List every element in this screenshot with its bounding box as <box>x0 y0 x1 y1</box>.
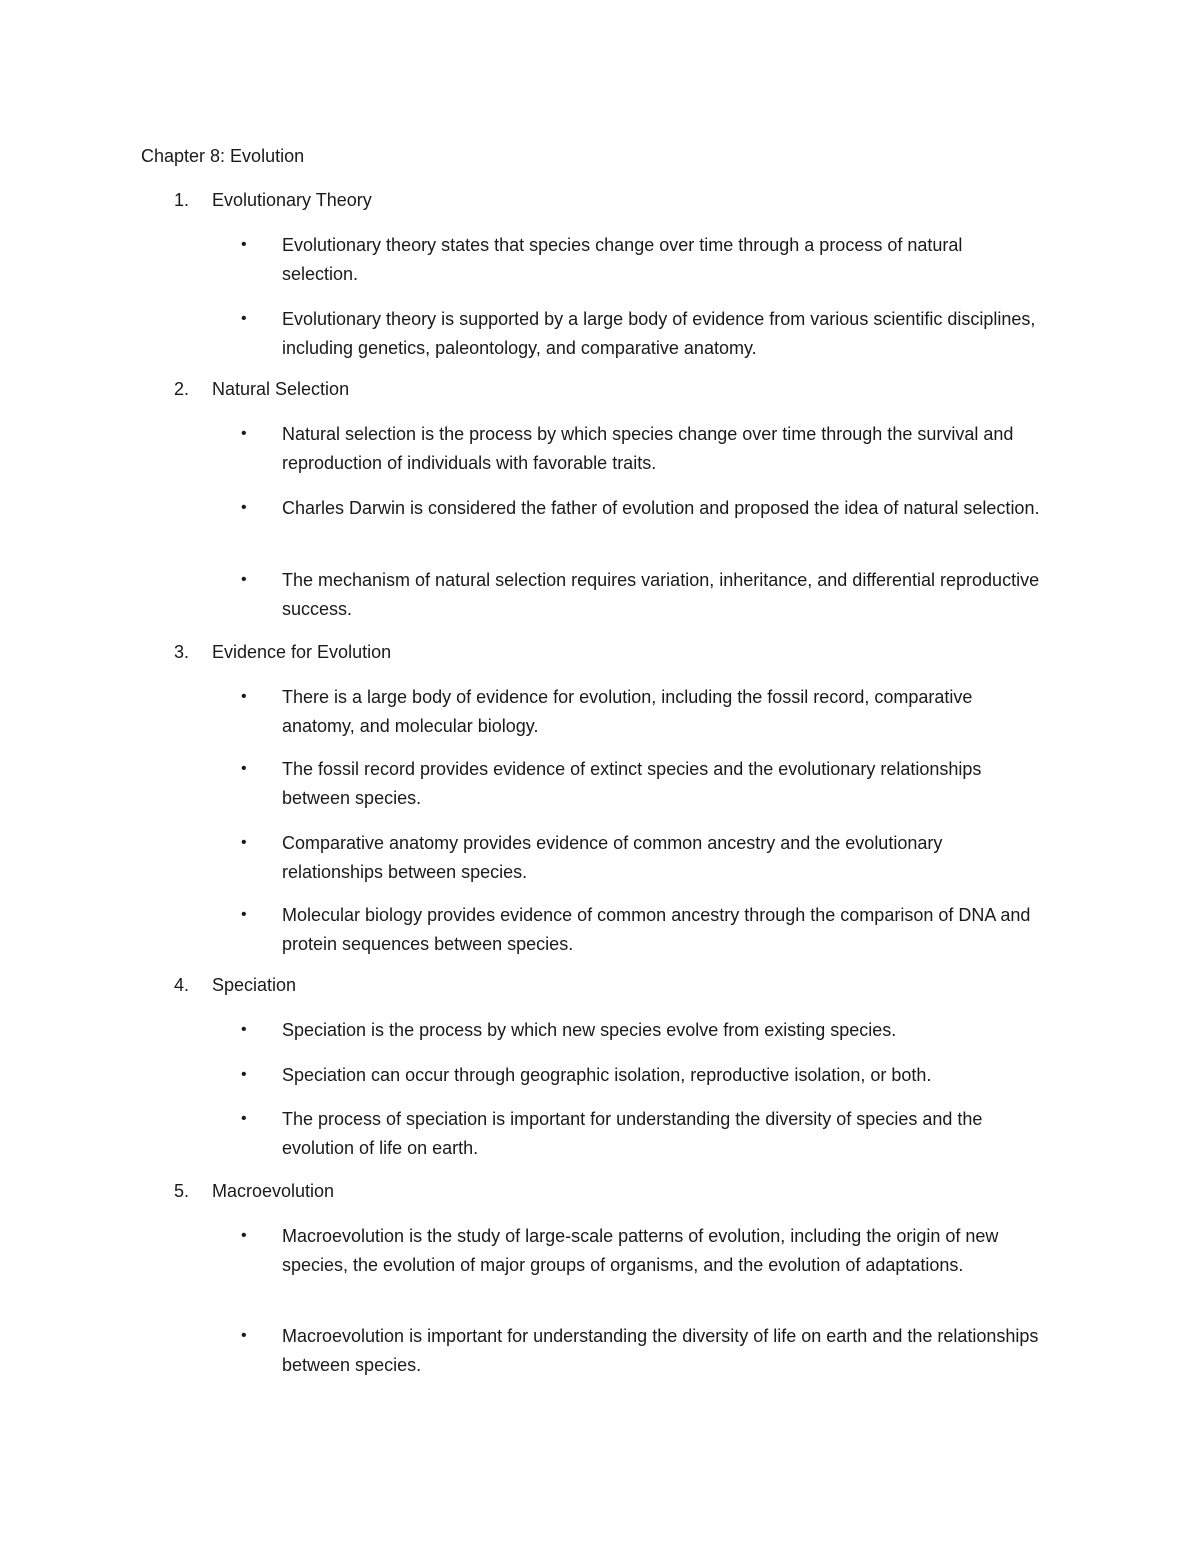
list-item <box>241 305 1041 362</box>
bullet-text: There is a large body of evidence for evolution, including the fossil record, comparative anatomy, and molecular biology. <box>282 687 973 736</box>
list-item <box>241 1016 1041 1045</box>
section-heading-text: Evidence for Evolution <box>212 642 392 662</box>
bullet-icon: • <box>241 571 247 588</box>
bullet-icon: • <box>241 906 247 923</box>
list-item <box>241 829 1041 886</box>
section-heading <box>174 973 296 997</box>
bullet-icon: • <box>241 1327 247 1344</box>
page-title: Chapter 8: Evolution <box>141 146 305 166</box>
bullet-text: Macroevolution is important for understanding the diversity of life on earth and the relationships between species. <box>282 1326 1039 1375</box>
bullet-icon: • <box>241 1066 247 1083</box>
list-item <box>241 420 1041 477</box>
bullet-icon: • <box>241 499 247 516</box>
list-item <box>241 1061 1041 1090</box>
section-heading <box>174 1179 334 1203</box>
bullet-text: Evolutionary theory is supported by a large body of evidence from various scientific disciplines, including genetics, paleontology, and comparative anatomy. <box>282 309 1036 358</box>
section-number: 4. <box>174 975 190 995</box>
bullet-text: The fossil record provides evidence of extinct species and the evolutionary relationships between species. <box>282 759 982 808</box>
list-item <box>241 1322 1041 1379</box>
section-number: 2. <box>174 379 190 399</box>
bullet-icon: • <box>241 1227 247 1244</box>
bullet-text: The mechanism of natural selection requires variation, inheritance, and differential reproductive success. <box>282 570 1040 619</box>
list-item <box>241 566 1041 623</box>
list-item <box>241 1222 1041 1279</box>
bullet-icon: • <box>241 760 247 777</box>
section-heading <box>174 640 391 664</box>
section-number: 5. <box>174 1181 190 1201</box>
list-item <box>241 683 1041 740</box>
list-item <box>241 755 1041 812</box>
bullet-icon: • <box>241 834 247 851</box>
bullet-text: Evolutionary theory states that species change over time through a process of natural selection. <box>282 235 963 284</box>
section-number: 1. <box>174 190 190 210</box>
section-heading-text: Speciation <box>212 975 297 995</box>
section-heading <box>174 188 372 212</box>
bullet-text: Natural selection is the process by which species change over time through the survival and reproduction of individuals with favorable traits. <box>282 424 1014 473</box>
bullet-text: Comparative anatomy provides evidence of common ancestry and the evolutionary relationships between species. <box>282 833 943 882</box>
section-heading-text: Macroevolution <box>212 1181 335 1201</box>
bullet-icon: • <box>241 1110 247 1127</box>
bullet-icon: • <box>241 688 247 705</box>
section-number: 3. <box>174 642 190 662</box>
list-item <box>241 901 1041 958</box>
bullet-text: Charles Darwin is considered the father of evolution and proposed the idea of natural selection. <box>282 498 1040 518</box>
section-heading-text: Evolutionary Theory <box>212 190 372 210</box>
bullet-text: Molecular biology provides evidence of common ancestry through the comparison of DNA and protein sequences between species. <box>282 905 1031 954</box>
bullet-text: Speciation is the process by which new species evolve from existing species. <box>282 1020 897 1040</box>
list-item <box>241 1105 1041 1162</box>
bullet-text: Macroevolution is the study of large-scale patterns of evolution, including the origin of new species, the evolution of major groups of organisms, and the evolution of adaptations. <box>282 1226 999 1275</box>
section-heading-text: Natural Selection <box>212 379 350 399</box>
list-item <box>241 494 1041 523</box>
bullet-icon: • <box>241 1021 247 1038</box>
section-heading <box>174 377 349 401</box>
bullet-text: Speciation can occur through geographic isolation, reproductive isolation, or both. <box>282 1065 932 1085</box>
bullet-icon: • <box>241 236 247 253</box>
list-item <box>241 231 1041 288</box>
bullet-text: The process of speciation is important for understanding the diversity of species and the evolution of life on earth. <box>282 1109 983 1158</box>
bullet-icon: • <box>241 425 247 442</box>
bullet-icon: • <box>241 310 247 327</box>
